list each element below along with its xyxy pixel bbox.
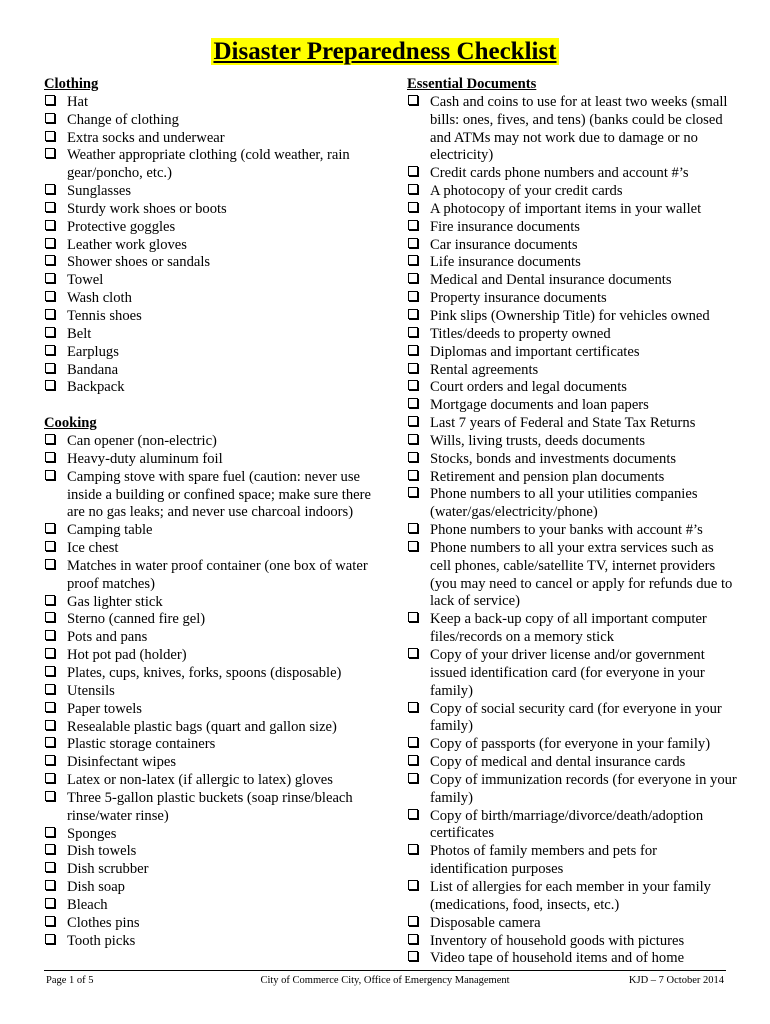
checkbox-icon[interactable] bbox=[407, 540, 430, 611]
checklist-item bbox=[407, 397, 737, 415]
checklist-item bbox=[44, 843, 389, 861]
checklist-item bbox=[407, 308, 737, 326]
footer-organization: City of Commerce City, Office of Emergency Management bbox=[260, 975, 510, 986]
checkbox-icon[interactable] bbox=[44, 826, 67, 844]
checkbox-icon[interactable] bbox=[44, 647, 67, 665]
clothing-list bbox=[44, 94, 389, 397]
checklist-item bbox=[44, 879, 389, 897]
checklist-item bbox=[44, 665, 389, 683]
checklist-item-label: Copy of your driver license and/or government issued identification card (for everyone in your family) bbox=[430, 647, 705, 699]
checklist-item-label: Camping table bbox=[67, 522, 153, 539]
checklist-item-label: Titles/deeds to property owned bbox=[430, 325, 611, 342]
checklist-item-label: Towel bbox=[67, 272, 104, 289]
checklist-item-label: Copy of birth/marriage/divorce/death/adoption certificates bbox=[430, 807, 704, 842]
checkbox-icon[interactable] bbox=[44, 219, 67, 237]
checkbox-icon[interactable] bbox=[407, 415, 430, 433]
checklist-item-label: Life insurance documents bbox=[430, 254, 581, 271]
checklist-item bbox=[407, 933, 737, 951]
page-title-wrap bbox=[0, 38, 770, 66]
checklist-item-label: Hot pot pad (holder) bbox=[67, 647, 187, 664]
checklist-item-label: Extra socks and underwear bbox=[67, 129, 225, 146]
checklist-item bbox=[44, 344, 389, 362]
checkbox-icon[interactable] bbox=[44, 362, 67, 380]
footer-author-date: KJD – 7 October 2014 bbox=[628, 975, 724, 986]
checklist-item bbox=[407, 451, 737, 469]
checklist-item-label: Tennis shoes bbox=[67, 307, 142, 324]
checkbox-icon[interactable] bbox=[407, 879, 430, 915]
checklist-item-label: A photocopy of your credit cards bbox=[430, 183, 623, 200]
section-spacer bbox=[44, 397, 389, 415]
checkbox-icon[interactable] bbox=[44, 719, 67, 737]
checklist-item bbox=[407, 326, 737, 344]
checklist-item bbox=[44, 594, 389, 612]
checklist-item bbox=[407, 772, 737, 808]
checklist-item bbox=[44, 683, 389, 701]
checklist-item bbox=[44, 540, 389, 558]
footer-page-number: Page 1 of 5 bbox=[46, 975, 94, 986]
checklist-item-label: Wash cloth bbox=[67, 290, 132, 307]
checkbox-icon[interactable] bbox=[407, 736, 430, 754]
checkbox-icon[interactable] bbox=[44, 237, 67, 255]
checklist-item-label: Clothes pins bbox=[67, 914, 140, 931]
checklist-item-label: Sterno (canned fire gel) bbox=[67, 611, 206, 628]
checklist-item-label: Latex or non-latex (if allergic to latex) gloves bbox=[67, 772, 333, 789]
checklist-item-label: Ice chest bbox=[67, 540, 119, 557]
checklist-item-label: Sturdy work shoes or boots bbox=[67, 200, 227, 217]
checklist-item-label: A photocopy of important items in your wallet bbox=[430, 200, 702, 217]
checklist-item-label: Earplugs bbox=[67, 343, 119, 360]
checklist-item bbox=[407, 540, 737, 611]
checklist-item-label: Resealable plastic bags (quart and gallon size) bbox=[67, 718, 337, 735]
checklist-item-label: Pink slips (Ownership Title) for vehicles owned bbox=[430, 307, 710, 324]
checkbox-icon[interactable] bbox=[44, 522, 67, 540]
checklist-item-label: Phone numbers to your banks with account #’s bbox=[430, 522, 703, 539]
checklist-item bbox=[407, 433, 737, 451]
checklist-item bbox=[44, 915, 389, 933]
checkbox-icon[interactable] bbox=[407, 915, 430, 933]
checklist-item-label: Court orders and legal documents bbox=[430, 379, 627, 396]
checkbox-icon[interactable] bbox=[407, 344, 430, 362]
checklist-item bbox=[44, 112, 389, 130]
checklist-item bbox=[407, 736, 737, 754]
checklist-item bbox=[44, 201, 389, 219]
checkbox-icon[interactable] bbox=[407, 843, 430, 879]
checklist-item-label: Protective goggles bbox=[67, 218, 176, 235]
checklist-item bbox=[44, 522, 389, 540]
checklist-item-label: Stocks, bonds and investments documents bbox=[430, 450, 677, 467]
checklist-item-label: Leather work gloves bbox=[67, 236, 187, 253]
checkbox-icon[interactable] bbox=[44, 344, 67, 362]
checklist-item-label: Heavy-duty aluminum foil bbox=[67, 450, 223, 467]
checklist-item-label: Dish towels bbox=[67, 843, 137, 860]
checklist-item bbox=[407, 701, 737, 737]
checklist-item bbox=[44, 237, 389, 255]
checklist-item-label: Dish soap bbox=[67, 879, 125, 896]
checkbox-icon[interactable] bbox=[44, 112, 67, 130]
checkbox-icon[interactable] bbox=[407, 183, 430, 201]
checkbox-icon[interactable] bbox=[407, 94, 430, 165]
checklist-item bbox=[44, 736, 389, 754]
checklist-item bbox=[44, 379, 389, 397]
checkbox-icon[interactable] bbox=[407, 647, 430, 701]
checkbox-icon[interactable] bbox=[407, 201, 430, 219]
checklist-item-label: Three 5-gallon plastic buckets (soap rinse/bleach rinse/water rinse) bbox=[67, 789, 353, 824]
section-heading-essential-documents: Essential Documents bbox=[407, 76, 537, 92]
checklist-item bbox=[407, 272, 737, 290]
checklist-item-label: Wills, living trusts, deeds documents bbox=[430, 432, 646, 449]
checklist-item bbox=[407, 165, 737, 183]
documents-list bbox=[407, 94, 737, 968]
checklist-item bbox=[44, 290, 389, 308]
checkbox-icon[interactable] bbox=[44, 772, 67, 790]
checklist-item-label: Photos of family members and pets for identification purposes bbox=[430, 843, 657, 878]
checklist-item bbox=[407, 486, 737, 522]
checklist-item-label: Shower shoes or sandals bbox=[67, 254, 211, 271]
checkbox-icon[interactable] bbox=[407, 379, 430, 397]
checklist-item bbox=[407, 415, 737, 433]
checkbox-icon[interactable] bbox=[407, 950, 430, 968]
checklist-item bbox=[407, 611, 737, 647]
checkbox-icon[interactable] bbox=[44, 897, 67, 915]
checkbox-icon[interactable] bbox=[44, 272, 67, 290]
checkbox-icon[interactable] bbox=[44, 433, 67, 451]
checkbox-icon[interactable] bbox=[407, 469, 430, 487]
checklist-item-label: Sponges bbox=[67, 825, 117, 842]
checklist-item bbox=[44, 897, 389, 915]
checkbox-icon[interactable] bbox=[44, 130, 67, 148]
checklist-item bbox=[407, 362, 737, 380]
checklist-item-label: Plastic storage containers bbox=[67, 736, 216, 753]
checklist-item-label: Mortgage documents and loan papers bbox=[430, 397, 649, 414]
checklist-item-label: Gas lighter stick bbox=[67, 593, 163, 610]
checkbox-icon[interactable] bbox=[44, 790, 67, 826]
checkbox-icon[interactable] bbox=[44, 736, 67, 754]
checkbox-icon[interactable] bbox=[44, 611, 67, 629]
section-heading-cooking: Cooking bbox=[44, 415, 97, 432]
checkbox-icon[interactable] bbox=[44, 861, 67, 879]
checklist-item bbox=[44, 183, 389, 201]
checkbox-icon[interactable] bbox=[44, 879, 67, 897]
checklist-item bbox=[407, 915, 737, 933]
checklist-item bbox=[44, 272, 389, 290]
checklist-item-label: Keep a back-up copy of all important computer files/records on a memory stick bbox=[430, 611, 707, 646]
checklist-item bbox=[407, 950, 737, 968]
checkbox-icon[interactable] bbox=[407, 362, 430, 380]
checklist-item-label: List of allergies for each member in your family (medications, food, insects, etc.) bbox=[430, 878, 711, 913]
checklist-item bbox=[407, 808, 737, 844]
section-heading-clothing: Clothing bbox=[44, 76, 99, 92]
checkbox-icon[interactable] bbox=[44, 469, 67, 523]
checklist-item-label: Diplomas and important certificates bbox=[430, 343, 640, 360]
checkbox-icon[interactable] bbox=[44, 558, 67, 594]
checklist-item bbox=[44, 558, 389, 594]
checkbox-icon[interactable] bbox=[44, 451, 67, 469]
checkbox-icon[interactable] bbox=[407, 772, 430, 808]
checklist-item bbox=[407, 879, 737, 915]
checkbox-icon[interactable] bbox=[407, 522, 430, 540]
checkbox-icon[interactable] bbox=[407, 611, 430, 647]
checkbox-icon[interactable] bbox=[44, 683, 67, 701]
checklist-item-label: Car insurance documents bbox=[430, 236, 578, 253]
checklist-item-label: Camping stove with spare fuel (caution: never use inside a building or confined space; make sure there are no gas leaks; and never use charcoal indoors) bbox=[67, 468, 371, 521]
checklist-item bbox=[44, 308, 389, 326]
page-title: Disaster Preparedness Checklist bbox=[213, 38, 557, 65]
checklist-item-label: Credit cards phone numbers and account #’s bbox=[430, 165, 689, 182]
checkbox-icon[interactable] bbox=[407, 486, 430, 522]
checklist-item bbox=[407, 219, 737, 237]
checklist-item-label: Fire insurance documents bbox=[430, 218, 580, 235]
checklist-item bbox=[44, 790, 389, 826]
checklist-item bbox=[44, 647, 389, 665]
checkbox-icon[interactable] bbox=[44, 629, 67, 647]
checkbox-icon[interactable] bbox=[407, 326, 430, 344]
checklist-item bbox=[44, 701, 389, 719]
checkbox-icon[interactable] bbox=[407, 933, 430, 951]
checklist-item bbox=[407, 254, 737, 272]
checklist-item-label: Bandana bbox=[67, 361, 119, 378]
checklist-item bbox=[44, 933, 389, 951]
checklist-item bbox=[407, 754, 737, 772]
checkbox-icon[interactable] bbox=[407, 254, 430, 272]
checkbox-icon[interactable] bbox=[44, 754, 67, 772]
checkbox-icon[interactable] bbox=[407, 808, 430, 844]
checklist-item-label: Matches in water proof container (one box of water proof matches) bbox=[67, 557, 368, 592]
checkbox-icon[interactable] bbox=[44, 308, 67, 326]
checklist-item-label: Disinfectant wipes bbox=[67, 754, 177, 771]
checklist-item-label: Tooth picks bbox=[67, 932, 136, 949]
checklist-item-label: Weather appropriate clothing (cold weather, rain gear/poncho, etc.) bbox=[67, 147, 350, 182]
checkbox-icon[interactable] bbox=[407, 433, 430, 451]
checkbox-icon[interactable] bbox=[44, 701, 67, 719]
checklist-item bbox=[44, 130, 389, 148]
checklist-item-label: Change of clothing bbox=[67, 111, 179, 128]
checkbox-icon[interactable] bbox=[44, 665, 67, 683]
checklist-item-label: Dish scrubber bbox=[67, 861, 149, 878]
checklist-item bbox=[44, 362, 389, 380]
checkbox-icon[interactable] bbox=[407, 219, 430, 237]
checkbox-icon[interactable] bbox=[407, 237, 430, 255]
checkbox-icon[interactable] bbox=[44, 201, 67, 219]
checklist-item-label: Property insurance documents bbox=[430, 290, 607, 307]
checklist-item bbox=[44, 772, 389, 790]
checkbox-icon[interactable] bbox=[44, 290, 67, 308]
checklist-item-label: Cash and coins to use for at least two weeks (small bills: ones, fives, and tens) (banks could be closed and ATMs may not work due to damage or no electricity) bbox=[430, 93, 728, 164]
checklist-item-label: Copy of passports (for everyone in your family) bbox=[430, 736, 711, 753]
checkbox-icon[interactable] bbox=[44, 540, 67, 558]
checklist-item bbox=[407, 237, 737, 255]
checklist-item bbox=[407, 183, 737, 201]
checklist-item-label: Phone numbers to all your utilities companies (water/gas/electricity/phone) bbox=[430, 486, 698, 521]
checklist-item-label: Retirement and pension plan documents bbox=[430, 468, 665, 485]
checklist-item-label: Medical and Dental insurance documents bbox=[430, 272, 672, 289]
footer-divider bbox=[44, 970, 726, 971]
checklist-item-label: Plates, cups, knives, forks, spoons (disposable) bbox=[67, 665, 342, 681]
checkbox-icon[interactable] bbox=[44, 843, 67, 861]
checklist-item bbox=[44, 147, 389, 183]
checklist-item bbox=[407, 290, 737, 308]
right-column bbox=[407, 76, 737, 968]
checklist-item-label: Phone numbers to all your extra services such as cell phones, cable/satellite TV, internet providers (you may need to cancel or apply for refunds due to lack of service) bbox=[430, 539, 733, 610]
checklist-item-label: Can opener (non-electric) bbox=[67, 433, 217, 450]
left-column bbox=[44, 76, 389, 951]
checklist-item bbox=[407, 843, 737, 879]
checklist-item-label: Backpack bbox=[67, 379, 125, 396]
checklist-item bbox=[44, 861, 389, 879]
checklist-item bbox=[407, 94, 737, 165]
checklist-item-label: Belt bbox=[67, 325, 92, 342]
checklist-item bbox=[407, 469, 737, 487]
checklist-item-label: Copy of medical and dental insurance cards bbox=[430, 754, 686, 771]
checklist-item-label: Paper towels bbox=[67, 700, 142, 717]
checkbox-icon[interactable] bbox=[44, 94, 67, 112]
checklist-item-label: Copy of social security card (for everyone in your family) bbox=[430, 700, 722, 735]
checklist-item-label: Video tape of household items and of home bbox=[430, 950, 685, 967]
checkbox-icon[interactable] bbox=[407, 308, 430, 326]
checkbox-icon[interactable] bbox=[407, 397, 430, 415]
checklist-item bbox=[407, 201, 737, 219]
checkbox-icon[interactable] bbox=[407, 451, 430, 469]
checklist-item bbox=[407, 647, 737, 701]
checkbox-icon[interactable] bbox=[44, 326, 67, 344]
checklist-item-label: Utensils bbox=[67, 682, 115, 699]
checklist-item-label: Inventory of household goods with pictures bbox=[430, 932, 685, 949]
checkbox-icon[interactable] bbox=[407, 701, 430, 737]
checkbox-icon[interactable] bbox=[44, 254, 67, 272]
checkbox-icon[interactable] bbox=[407, 165, 430, 183]
checkbox-icon[interactable] bbox=[407, 290, 430, 308]
checklist-item-label: Pots and pans bbox=[67, 629, 148, 646]
checkbox-icon[interactable] bbox=[44, 183, 67, 201]
checklist-item bbox=[44, 826, 389, 844]
checklist-item-label: Last 7 years of Federal and State Tax Returns bbox=[430, 415, 696, 432]
checklist-item bbox=[44, 469, 389, 523]
checkbox-icon[interactable] bbox=[44, 379, 67, 397]
checklist-item bbox=[44, 219, 389, 237]
checklist-item-label: Sunglasses bbox=[67, 183, 132, 200]
checklist-item bbox=[407, 379, 737, 397]
checklist-item bbox=[44, 94, 389, 112]
checklist-item bbox=[407, 522, 737, 540]
checkbox-icon[interactable] bbox=[407, 754, 430, 772]
checkbox-icon[interactable] bbox=[44, 594, 67, 612]
checkbox-icon[interactable] bbox=[44, 933, 67, 951]
checklist-item bbox=[407, 344, 737, 362]
checkbox-icon[interactable] bbox=[44, 147, 67, 183]
checklist-item bbox=[44, 433, 389, 451]
checklist-item-label: Copy of immunization records (for everyone in your family) bbox=[430, 771, 737, 806]
cooking-list bbox=[44, 433, 389, 950]
checkbox-icon[interactable] bbox=[407, 272, 430, 290]
checklist-item bbox=[44, 719, 389, 737]
checklist-item-label: Disposable camera bbox=[430, 914, 541, 931]
checklist-item bbox=[44, 254, 389, 272]
checklist-item-label: Bleach bbox=[67, 896, 108, 913]
checklist-item-label: Hat bbox=[67, 93, 89, 110]
checklist-item bbox=[44, 629, 389, 647]
checklist-item bbox=[44, 611, 389, 629]
checklist-item bbox=[44, 326, 389, 344]
checklist-item bbox=[44, 451, 389, 469]
checklist-item-label: Rental agreements bbox=[430, 361, 539, 378]
checklist-item bbox=[44, 754, 389, 772]
checkbox-icon[interactable] bbox=[44, 915, 67, 933]
